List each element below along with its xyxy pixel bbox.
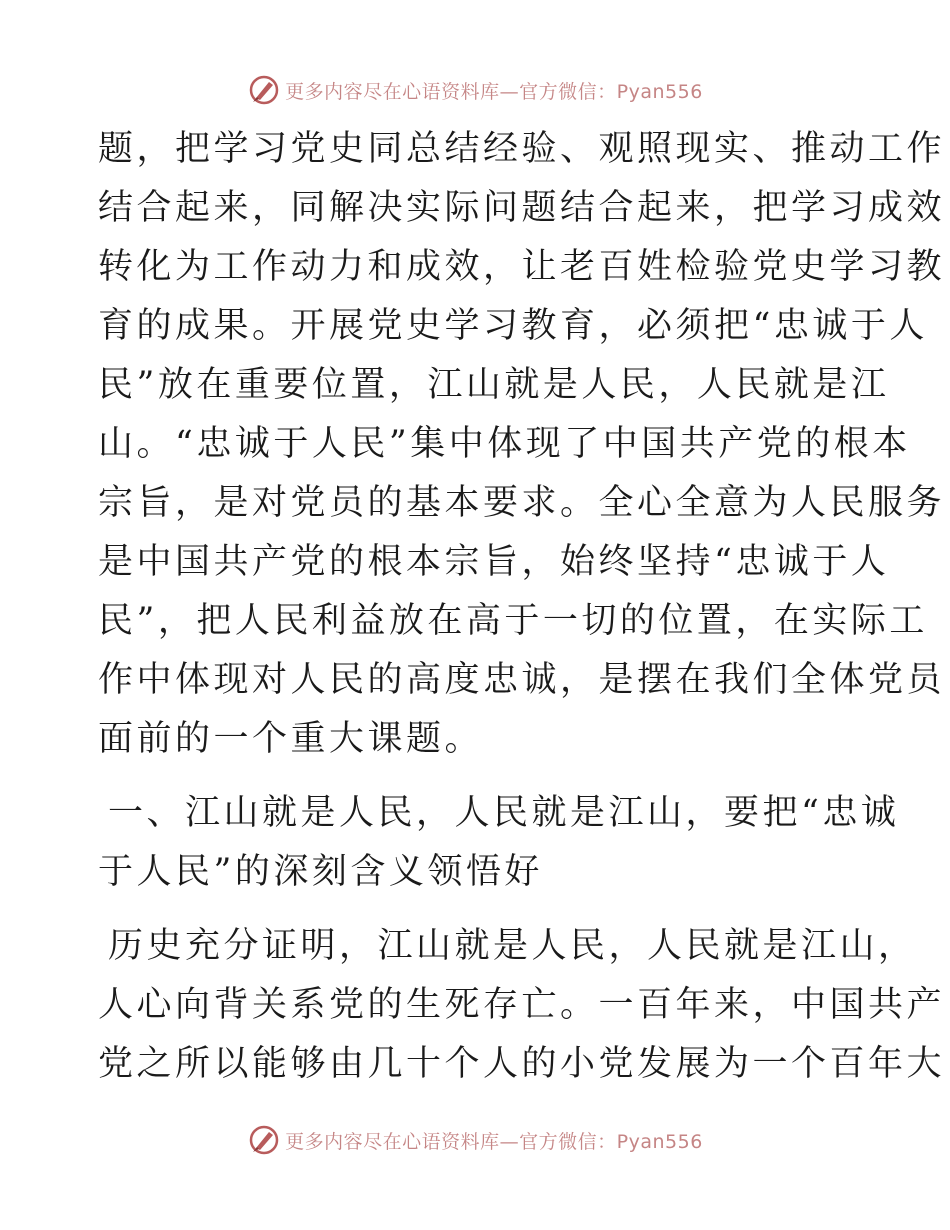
text-line: 育的成果。开展党史学习教育，必须把“忠诚于人 bbox=[98, 306, 928, 346]
text-line: 转化为工作动力和成效，让老百姓检验党史学习教 bbox=[98, 247, 946, 287]
heading-line: 于人民”的深刻含义领悟好 bbox=[98, 852, 543, 892]
quill-pen-circle-icon bbox=[247, 1123, 281, 1157]
text-line: 山。“忠诚于人民”集中体现了中国共产党的根本 bbox=[98, 424, 911, 464]
text-line: 人心向背关系党的生死存亡。一百年来，中国共产 bbox=[98, 985, 946, 1025]
paragraph-gap bbox=[98, 902, 858, 917]
footer-watermark bbox=[0, 1120, 950, 1160]
paragraph-gap bbox=[98, 769, 858, 784]
paragraph-1 bbox=[98, 120, 946, 769]
watermark-text: 更多内容尽在心语资料库—官方微信：Pyan556 bbox=[285, 1130, 703, 1153]
text-line: 民”放在重要位置，江山就是人民，人民就是江 bbox=[98, 365, 890, 405]
watermark-wechat-id: Pyan556 bbox=[616, 80, 703, 103]
heading-line: 一、江山就是人民，人民就是江山，要把“忠诚 bbox=[108, 793, 900, 833]
header-watermark bbox=[0, 70, 950, 110]
text-line: 作中体现对人民的高度忠诚，是摆在我们全体党员 bbox=[98, 660, 946, 700]
text-line: 题，把学习党史同总结经验、观照现实、推动工作 bbox=[98, 129, 946, 169]
paragraph-3 bbox=[98, 917, 946, 1094]
watermark-text: 更多内容尽在心语资料库—官方微信：Pyan556 bbox=[285, 80, 703, 103]
text-line: 是中国共产党的根本宗旨，始终坚持“忠诚于人 bbox=[98, 542, 890, 582]
text-line: 民”，把人民利益放在高于一切的位置，在实际工 bbox=[98, 601, 928, 641]
quill-pen-circle-icon bbox=[247, 73, 281, 107]
document-body bbox=[98, 120, 946, 1094]
text-line: 党之所以能够由几十个人的小党发展为一个百年大 bbox=[98, 1044, 946, 1084]
text-line: 结合起来，同解决实际问题结合起来，把学习成效 bbox=[98, 188, 946, 228]
text-line: 历史充分证明，江山就是人民，人民就是江山， bbox=[108, 926, 917, 966]
text-line: 宗旨，是对党员的基本要求。全心全意为人民服务 bbox=[98, 483, 946, 523]
watermark-wechat-id: Pyan556 bbox=[616, 1130, 703, 1153]
section-heading bbox=[98, 784, 900, 902]
text-line: 面前的一个重大课题。 bbox=[98, 719, 484, 759]
